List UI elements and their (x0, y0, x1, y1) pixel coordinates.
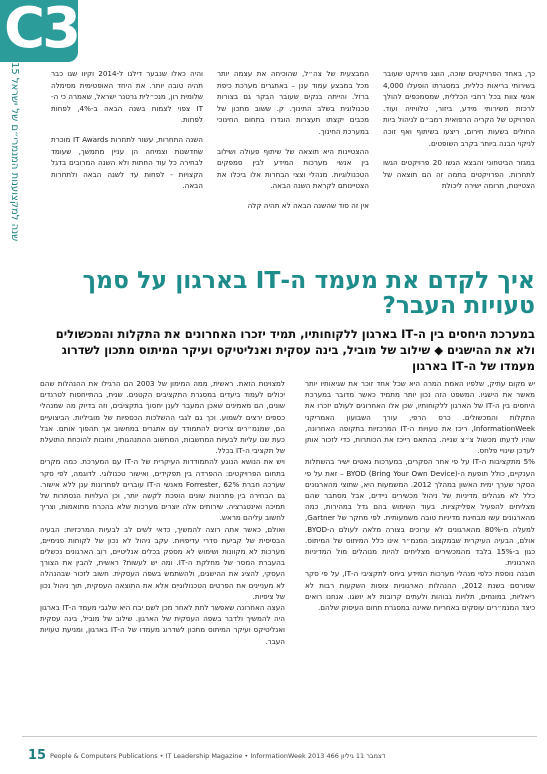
top-col1-para-1: כך, באחד הפרויקטים שוכה, הוצג פרויקט שעובר בשירותי בריאות כללית, במסגרתו הופעלו 4,000 אנשי צוות בכל רחבי הכללית, שמסמכפים להולך לרכזת משירותי מידע, ביזור, טלוויזיה ועוד. הפרויקט של הקריה הרפואית רמב״ם לניהול ביות החולים בשעות חירום, ריצעו בשיתוף ואף זוכה לניקוי הבנה ביותר בקרב השופטים. (383, 69, 535, 148)
logo-text: C3 (4, 0, 79, 61)
article-title: איך לקדם את מעמד ה-IT בארגון על סמך טעויות העבר? (82, 266, 535, 319)
article-text-left: למצוינות הזאת. ראשית, ממה המימון של 2003 הם הרגילו את ההנהלות שהם יכולים לעמוד ביעדים במסגרת התקציבים הקטנים. שנית, בהתייחסות לטרנדים שונים, הם מאמינים שאכן המעבר לענן יחסוך בתקציבים, וזה בדיוק מה שמנהלי כספים ירצים לשמוע. וכך גם לגבי ההשלכות הכספיות של מוביליות. הביצועיים הם, שמנמ״רים צריכים להתמודד עם אתגרים במחשוב אך תהפוך אותם. אבל כעת שנו עליות לבעיות המחשבות, המחשוב ההתנהגותי, וחובות להוכחת התועלת של תקציבי ה-IT בכלל. ויש את הנושא הנוגע להתמודדות העיקרית של ה-IT עם המערכת. כמה מקרים בתחום הפרויקטים: ההפרדה בין תפקידים, ואישור טכנולוגי. לדוגמה, לפי סקר שערכה חברת Forrester, 62% מאנשי ה-IT עוברים לפתרונות ענן ללא אישור. גם הבחירה בין פתרונות שונים הופכת לקשה יותר, וכן העלויות הנסתרות של תמיכה ואינטגרציה. שירותים אלה יוצרים מערכות שלא בהכרח מתואמות, וצריך לחשוב עליהם מראש. ואולם, כאשר אתה רוצה להמשיך, כדאי לשים לב לבעיות המרכזיות: הבעיה הבסיסית של קביעת סדרי עדיפויות. עקב ניהול לא נכון של לקוחות פנימיים, מערכות לא מקוונות ושימוש לא מספק בכלים אנליטיים, רוב הארגונים נכשלים בהעברת המסר של מחלקת ה-IT. ומה יש לעשות? ראשית, להבין את הצורך העסקי, להציג את ההישגים, ולהשתמש בשפה העסקית. חשוב לזכור שבהנהלה לא מעניינים את הפרטים הטכנולוגיים אלא את התוצאה העסקית, תוך ניהול נכון של ציפיות. העצה האחרונה שאפשר לתת לאחר מכן לשם יבח היא שלגבי מעמד ה-IT בארגון היה להמשיך ולדבר בשפה העסקית של הארגון. שילוב של מוביל, בינה עסקית ואנליטיקס ועיקר המיתוס מתכון לשדרוג מעמדו של ה-IT בארגון, ומניעת טעויות העבר. (40, 379, 285, 646)
top-col2-para-2: ההצטיינות היא תוצאה של שיתוף פעולה ושילוב בין אנשי מערכות המידע לבין סמפקים הטכנולוגיות. מנהלי וצצי הבחרות אלו ביכלו את הצטיינותם לקראת השנה הבאה. (217, 146, 369, 191)
footer-divider (22, 736, 537, 737)
top-column-2 (217, 68, 369, 218)
top-col3-para-2: השנה התחרות, עשור לתחרות IT Awards מוכרת שחדשנות וצמיחה הן עניין מתמשך, שעומד לבחירה כל עוד החתות ולא השנה המרובים בדגל הקצויות - לפחות עד לשנה הבאה ולתחרות הבאה. (51, 134, 203, 191)
page-footer (22, 746, 537, 766)
top-col1-para-2: במגזר הביטחוני והבצא הגשו 20 פרויקטים הגשו לתחרות. הפרויקטים בתמה זה הם תוצאה של הצטיינות, תרומה ישירה ליכולת (383, 158, 535, 191)
side-band-text: 15 שנה למקצוענות המנמרי״ם של ישראל (9, 62, 20, 242)
top-column-1 (383, 68, 535, 218)
article-column-left (40, 378, 285, 730)
top-col2-para-1: המבצעית של צה״ל, שהוכיחה את עצמה יותר מכל במבצע עמוד ענן – באתגרים מערכת כיפת ברזל. והייתה בנקים שעובר הבקר גם בצורות טכנולוגית בשלב התינוך. ק. ששוב מתכון של מכבים יקצתו תעצרות הוגדרו בתחום החינוכי במערכת החינוך. (217, 69, 369, 136)
top-columns (40, 68, 535, 218)
article-deck: במערכת היחסים בין ה-IT בארגון ללקוחותיו, תמיד יזכרו האחרונים את התקלות והמכשולים ולא את ההישגים ◆ שילוב של מוביל, בינה עסקית ואנליטיקס ועיקר המיתוס מתכון לשדרוג מעמדו של ה-IT בארגון (55, 327, 535, 373)
article-column-right (305, 378, 535, 730)
footer-publication-line: People & Computers Publications • IT Leadership Magazine • InformationWeek 2013 דצמבר 11 גיליון 466 (50, 752, 386, 760)
top-column-3 (51, 68, 203, 218)
article-text-right: יש מקום עתיק, שלפיו האמת המרה היא שכל אחד זוכר את שגיאותיו יותר מאשר את הישגיו. המשפט הזה נכון יותר מתמיד כאשר מדובר במערכת היחסים בין ה-IT של הארגון ללקוחותיו, שכן אלו האחרונים לעולם יזכרו את התקלות והמכשולים. כרס הרפי, עורך השבועון האמריקני InformationWeek, ריכז את טעויות ה-IT המרכזיות בתקופה האחרונה, שהיו לדעתו מכשול צ״צ שנייה. בהתאם רייכז את הכותרות, כדי לזכור אותן לעדכן שינויי פלחס. 5% מתקציבות ה-IT על פי אחר הסקרים, במערכות גאטים ישיר בהשתלות הענקיים, כולל תופעת ה-BYOD (Bring Your Own Device) – זאת על פי הסקר שערך ימית האשון במהלך 2012. המשמעות היא, שתוצי מהארגונים כלל לא מנהלים מדיניות של ניהול מכשירים ניידים, אבל מסתבר שהם מצליחים להפעיל אפליקציות. בעוד השימוש בהם גדל במהירות, כמה מהארגונים עשו מבחינת מדיניות טובה משמעותית. לפי מחקר של Gartner, למעלה מ-80% מהארגונים לא ערוכים בצורה מלאה לעולם ה-BYOD. אולם, הבעיה העיקרית שבמקצוב המנמ״ר אינו כלל המיתוס של המיתוס. כגון ב-15% בלבד מהמכשירים מצליחים להיות מנוהלים מול המדיניות הארגונית. תובנה נוספת כלפי מנהלי מערכות המידע ביחס לתקציבי ה-IT, על פי סקר שפורסם בשנת 2012, ההנהלות הארגוניות צופות השקעות רבות לא ריאליות, במונחים, תלויות גבוהות ולעתים קרובות לא יושגו. אנחנו רואים כיצד המנמ״רים עוסקים באחריות שאינה במסגרת תחום העיסוק שלהם. (305, 379, 535, 613)
article-header (40, 268, 535, 374)
c3-logo (0, 0, 78, 62)
top-col2-para-3: אין זה סוד שהשנה הבאה לא תהיה קלה (247, 200, 369, 210)
page-number: 15 (28, 748, 47, 763)
top-col3-para-1: והיה כאלו שנבער דילגו ל-2014 וקיוו שגו כבר תהיה טובה יותר. את היחד האופטימית מסימלה שלומית רון, מנכ״לית גרטנר ישראל, שאמרה כי ה-IT צפוי לצמוח בשנה הבאה ב-4%, לפחות לפחות. (51, 69, 203, 125)
article-body (40, 378, 535, 730)
